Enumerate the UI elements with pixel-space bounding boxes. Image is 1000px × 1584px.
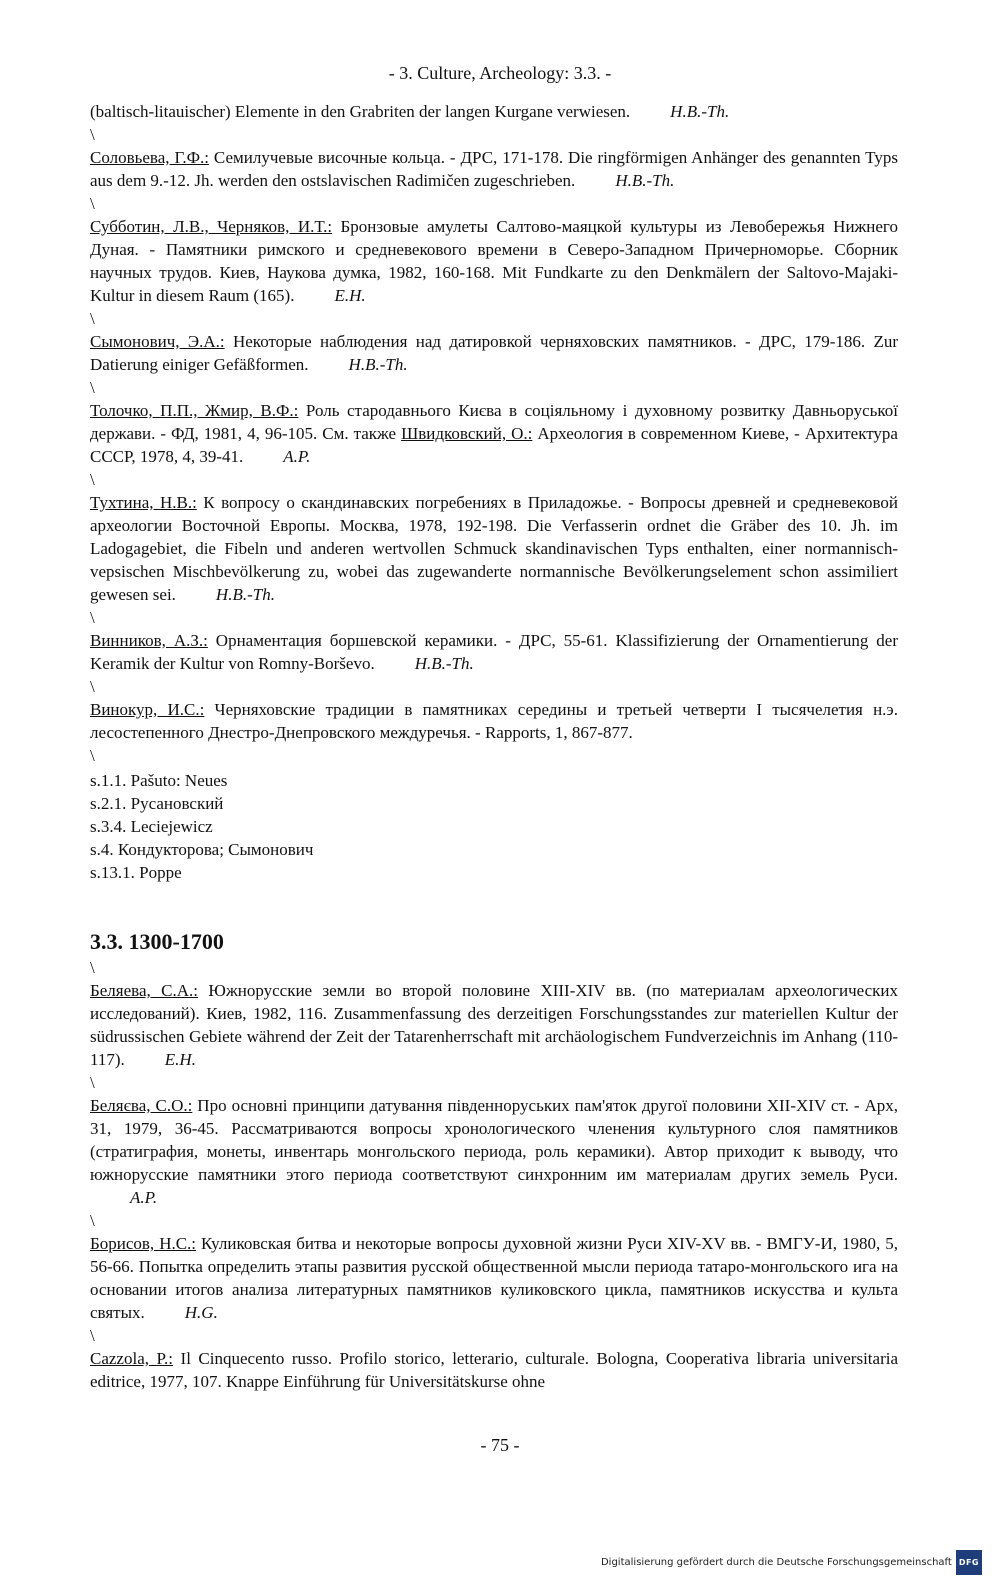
section-heading: 3.3. 1300-1700 xyxy=(90,929,224,954)
bibliography-entry xyxy=(90,698,898,744)
entry-author: Борисов, Н.С.: xyxy=(90,1234,197,1253)
entry-author: Беляева, С.А.: xyxy=(90,981,198,1000)
continuation-entry xyxy=(90,100,898,123)
entry-text: Il Cinquecento russo. Profilo storico, letterario, culturale. Bologna, Cooperativa libraria universitaria editrice, 1977, 107. Knappe Einführung für Universitätskurse ohne xyxy=(90,1349,899,1391)
reviewer-initials: H.B.-Th. xyxy=(215,585,275,604)
bibliography-entry xyxy=(90,215,898,307)
entry-separator: \ xyxy=(90,746,95,765)
running-header: - 3. Culture, Archeology: 3.3. - xyxy=(388,63,612,83)
entry-text: Про основні принципи датування південноруських пам'яток другої половини XII-XIV ст. - Арх, 31, 1979, 36-45. Рассматриваются вопросы хронологического членения культурного слоя памятников (стратиграфия, монеты, инвентарь монгольского периода, роль керамики). Автор приходит к выводу, что южнорусские памятники этого периода соответствуют синхронним им материалам других земель Руси. xyxy=(90,1096,898,1184)
entry-separator: \ xyxy=(90,470,95,489)
cross-reference: s.3.4. Leciejewicz xyxy=(90,817,213,836)
entry-author: Тухтина, Н.В.: xyxy=(90,493,197,512)
reviewer-initials: E.H. xyxy=(164,1050,196,1069)
entry-author-crossref: Швидковский, О.: xyxy=(401,424,533,443)
entry-text: Бронзовые амулеты Салтово-маяцкой культуры из Левобережья Нижнего Дуная. - Памятники римского и средневекового времени в Северо-Западном Причерноморье. Сборник научных трудов. Киев, Наукова думка, 1982, 160-168. Mit Fundkarte zu den Denkmälern der Saltovo-Majaki-Kultur in diesem Raum (165). xyxy=(90,217,898,305)
entry-author: Толочко, П.П., Жмир, В.Ф.: xyxy=(90,401,299,420)
cross-reference: s.4. Кондукторова; Сымонович xyxy=(90,840,314,859)
entry-separator: \ xyxy=(90,378,95,397)
bibliography-entry xyxy=(90,399,898,468)
entry-separator: \ xyxy=(90,1326,95,1345)
entry-separator: \ xyxy=(90,677,95,696)
cross-reference: s.13.1. Poppe xyxy=(90,863,182,882)
bibliography-entry xyxy=(90,1347,898,1393)
entry-text: Семилучевые височные кольца. - ДРС, 171-178. Die ringförmigen Anhänger des genannten Typs aus dem 9.-12. Jh. werden den ostslavischen Radimičen zugeschrieben. xyxy=(90,148,898,190)
entry-text: Некоторые наблюдения над датировкой черняховских памятников. - ДРС, 179-186. Zur Datierung einiger Gefäßformen. xyxy=(90,332,898,374)
cross-reference: s.1.1. Pašuto: Neues xyxy=(90,771,228,790)
entry-text: Черняховские традиции в памятниках середины и третьей четверти I тысячелетия н.э. лесостепенного Днестро-Днепровского междуречья. - Rapports, 1, 867-877. xyxy=(90,700,898,742)
reviewer-initials: A.P. xyxy=(283,447,311,466)
cross-references xyxy=(90,769,898,884)
entry-author: Cazzola, P.: xyxy=(90,1349,174,1368)
entry-author: Субботин, Л.В., Черняков, И.Т.: xyxy=(90,217,333,236)
reviewer-initials: H.G. xyxy=(184,1303,218,1322)
entry-separator: \ xyxy=(90,1073,95,1092)
bibliography-entry xyxy=(90,979,898,1071)
entry-separator: \ xyxy=(90,309,95,328)
entry-author: Винников, А.З.: xyxy=(90,631,208,650)
entry-text: (baltisch-litauischer) Elemente in den Grabriten der langen Kurgane verwiesen. xyxy=(90,102,631,121)
reviewer-initials: H.B.-Th. xyxy=(348,355,408,374)
bibliography-entry xyxy=(90,1094,898,1209)
bibliography-entry xyxy=(90,491,898,606)
entry-text: Роль стародавнього Києва в соціяльному і духовному розвитку Давньоруської держави. - ФД, 1981, 4, 96-105. См. также xyxy=(90,401,899,443)
reviewer-initials: A.P. xyxy=(130,1188,158,1207)
entry-text: Куликовская битва и некоторые вопросы духовной жизни Руси XIV-XV вв. - ВМГУ-И, 1980, 5, 56-66. Попытка определить этапы развития русской общественной мысли периода татаро-монгольского ига на основании итогов анализа литературных памятников куликовского цикла, памятников искусства и культа святых. xyxy=(90,1234,898,1322)
reviewer-initials: H.B.-Th. xyxy=(414,654,474,673)
entry-text: К вопросу о скандинавских погребениях в Приладожье. - Вопросы древней и средневековой археологии Восточной Европы. Москва, 1978, 192-198. Die Verfasserin ordnet die Gräber des 10. Jh. im Ladogagebiet, die Fibeln und anderen wertvollen Schmuck skandinavischen Typs enthalten, einer normannisch-vepsischen Mischbevölkerung zu, wobei das zugewanderte normannische Bevölkerungselement schon assimiliert gewesen sei. xyxy=(90,493,899,604)
dfg-logo: DFG xyxy=(956,1550,982,1575)
bibliography-entry xyxy=(90,146,898,192)
reviewer-initials: H.B.-Th. xyxy=(670,102,730,121)
entry-text: Археология в современном Киеве, - Архитектура СССР, 1978, 4, 39-41. xyxy=(90,424,898,466)
page-number: - 75 - xyxy=(480,1435,520,1455)
entry-separator: \ xyxy=(90,194,95,213)
digitization-note xyxy=(601,1550,982,1575)
reviewer-initials: E.H. xyxy=(334,286,366,305)
entry-text: Орнаментация боршевской керамики. - ДРС, 55-61. Klassifizierung der Ornamentierung der Keramik der Kultur von Romny-Borševo. xyxy=(90,631,898,673)
entry-separator: \ xyxy=(90,608,95,627)
entry-author: Винокур, И.С.: xyxy=(90,700,205,719)
bibliography-body xyxy=(90,100,898,1393)
reviewer-initials: H.B.-Th. xyxy=(615,171,675,190)
bibliography-entry xyxy=(90,330,898,376)
bibliography-entry xyxy=(90,629,898,675)
entry-separator: \ xyxy=(90,125,95,144)
entry-author: Соловьева, Г.Ф.: xyxy=(90,148,210,167)
digitization-text: Digitalisierung gefördert durch die Deutsche Forschungsgemeinschaft xyxy=(600,1557,952,1568)
entry-separator: \ xyxy=(90,958,95,977)
entry-separator: \ xyxy=(90,1211,95,1230)
entry-author: Сымонович, Э.А.: xyxy=(90,332,225,351)
entry-text: Южнорусские земли во второй половине XIII-XIV вв. (по материалам археологических исследований). Киев, 1982, 116. Zusammenfassung des derzeitigen Forschungsstandes zur materiellen Kultur der südrussischen Gebiete während der Zeit der Tatarenherrschaft mit archäologischem Fundverzeichnis im Anhang (110-117). xyxy=(90,981,898,1069)
entry-author: Беляєва, С.О.: xyxy=(90,1096,193,1115)
cross-reference: s.2.1. Русановский xyxy=(90,794,224,813)
bibliography-entry xyxy=(90,1232,898,1324)
